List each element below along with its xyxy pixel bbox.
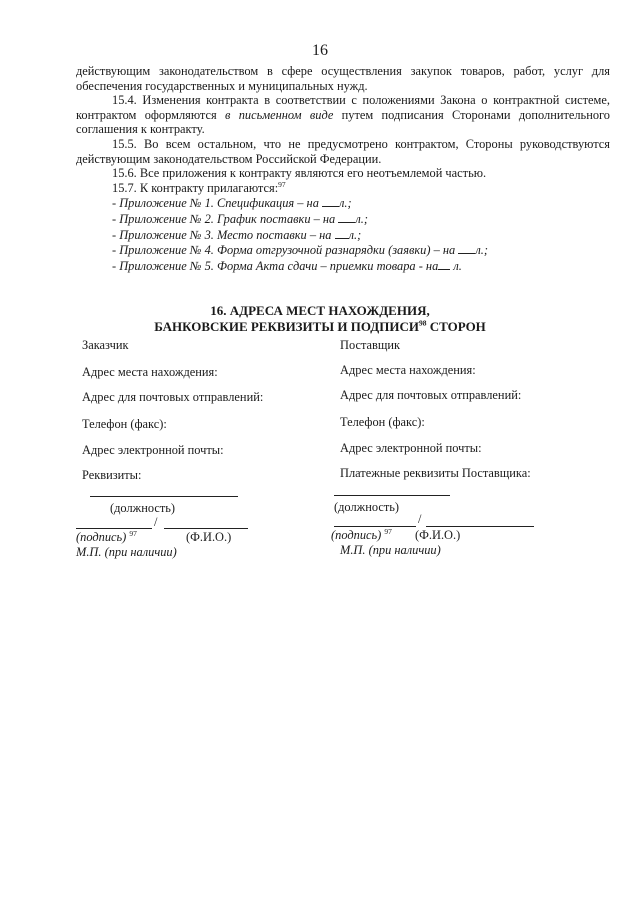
signature-slash: / (418, 512, 422, 526)
clause-15-6: 15.6. Все приложения к контракту являются его неотъемлемой частью. (112, 166, 487, 181)
supplier-requisites: Платежные реквизиты Поставщика: (340, 466, 531, 480)
attachment-suffix: л.; (355, 211, 368, 226)
signature-line (76, 528, 152, 529)
attachment-item (76, 258, 610, 274)
signature-label-text: (подпись) (76, 530, 127, 544)
signature-line (334, 526, 416, 527)
customer-heading: Заказчик (82, 338, 129, 352)
clause-text: путем подписания Сторонами дополнительного (333, 107, 610, 122)
clause-15-4 (76, 93, 610, 108)
clause-15-4-line1: 15.4. Изменения контракта в соответствии с положениями Закона о контрактной системе, (112, 93, 610, 108)
position-line (90, 496, 238, 497)
supplier-fio-label: (Ф.И.О.) (415, 528, 461, 542)
clause-emphasis: в письменном виде (225, 107, 334, 122)
attachment-item (76, 195, 610, 211)
clause-15-7 (76, 181, 610, 196)
section-title-line2 (0, 319, 640, 335)
attachment-suffix: л.; (338, 196, 352, 211)
supplier-position-label: (должность) (334, 500, 400, 514)
attachment-text: - Приложение № 3. Место поставки – на (112, 227, 335, 242)
customer-signature-label (76, 530, 137, 545)
customer-position-label: (должность) (110, 501, 176, 515)
clause-15-5-line2: действующим законодательством Российской Федерации. (76, 151, 382, 166)
customer-stamp: М.П. (при наличии) (76, 545, 177, 559)
customer-address: Адрес места нахождения: (82, 365, 218, 379)
paragraph-line: обеспечения государственных и муниципальных нужд. (76, 78, 368, 93)
customer-email: Адрес электронной почты: (82, 443, 224, 457)
attachment-text: - Приложение № 5. Форма Акта сдачи – приемки товара - на (112, 258, 439, 273)
attachment-text: - Приложение № 4. Форма отгрузочной разнарядки (заявки) – на (112, 243, 459, 258)
customer-postal-address: Адрес для почтовых отправлений: (82, 390, 264, 404)
attachment-suffix: л.; (348, 227, 362, 242)
supplier-stamp: М.П. (при наличии) (340, 543, 441, 557)
attachment-text: - Приложение № 2. График поставки – на (112, 211, 339, 226)
clause-15-4-line2 (76, 108, 610, 123)
position-line (334, 495, 450, 496)
footnote-ref: 97 (129, 528, 137, 538)
supplier-postal-address: Адрес для почтовых отправлений: (340, 388, 522, 402)
attachment-item (76, 227, 610, 243)
signature-label-text: (подпись) (331, 528, 382, 542)
supplier-signature-label (331, 528, 392, 543)
contract-body (76, 64, 610, 273)
attachment-item (76, 242, 610, 258)
attachment-suffix: л.; (475, 243, 488, 258)
attachment-suffix: л. (450, 258, 462, 273)
blank-line (338, 211, 355, 223)
clause-15-5-line1: 15.5. Во всем остальном, что не предусмотрено контрактом, Стороны руководствуются (112, 136, 610, 151)
paragraph-line: действующим законодательством в сфере осуществления закупок товаров, работ, услуг для (76, 64, 610, 78)
blank-line (322, 195, 339, 207)
section-title-text: БАНКОВСКИЕ РЕКВИЗИТЫ И ПОДПИСИ (154, 318, 419, 334)
supplier-address: Адрес места нахождения: (340, 363, 476, 377)
clause-text: контрактом оформляются (76, 107, 226, 122)
section-title-text: СТОРОН (426, 318, 486, 334)
footnote-ref: 97 (384, 526, 392, 536)
customer-fio-label: (Ф.И.О.) (186, 530, 232, 544)
attachment-text: - Приложение № 1. Спецификация – на (112, 196, 322, 211)
clause-15-7-text: 15.7. К контракту прилагаются: (112, 180, 279, 195)
footnote-ref: 97 (278, 179, 286, 189)
blank-line (438, 258, 450, 270)
supplier-email: Адрес электронной почты: (340, 441, 482, 455)
clause-15-4-line3: соглашения к контракту. (76, 122, 205, 137)
customer-phone: Телефон (факс): (82, 417, 167, 431)
signature-slash: / (154, 515, 158, 529)
blank-line (335, 227, 349, 239)
page-number: 16 (312, 42, 328, 59)
supplier-phone: Телефон (факс): (340, 415, 425, 429)
blank-line (458, 242, 475, 254)
section-16-title (0, 303, 640, 334)
footnote-ref: 98 (418, 318, 427, 328)
fio-line (426, 526, 534, 527)
supplier-heading: Поставщик (340, 338, 401, 352)
customer-requisites: Реквизиты: (82, 468, 142, 482)
section-title-line1: 16. АДРЕСА МЕСТ НАХОЖДЕНИЯ, (210, 303, 430, 318)
fio-line (164, 528, 248, 529)
attachment-item (76, 211, 610, 227)
